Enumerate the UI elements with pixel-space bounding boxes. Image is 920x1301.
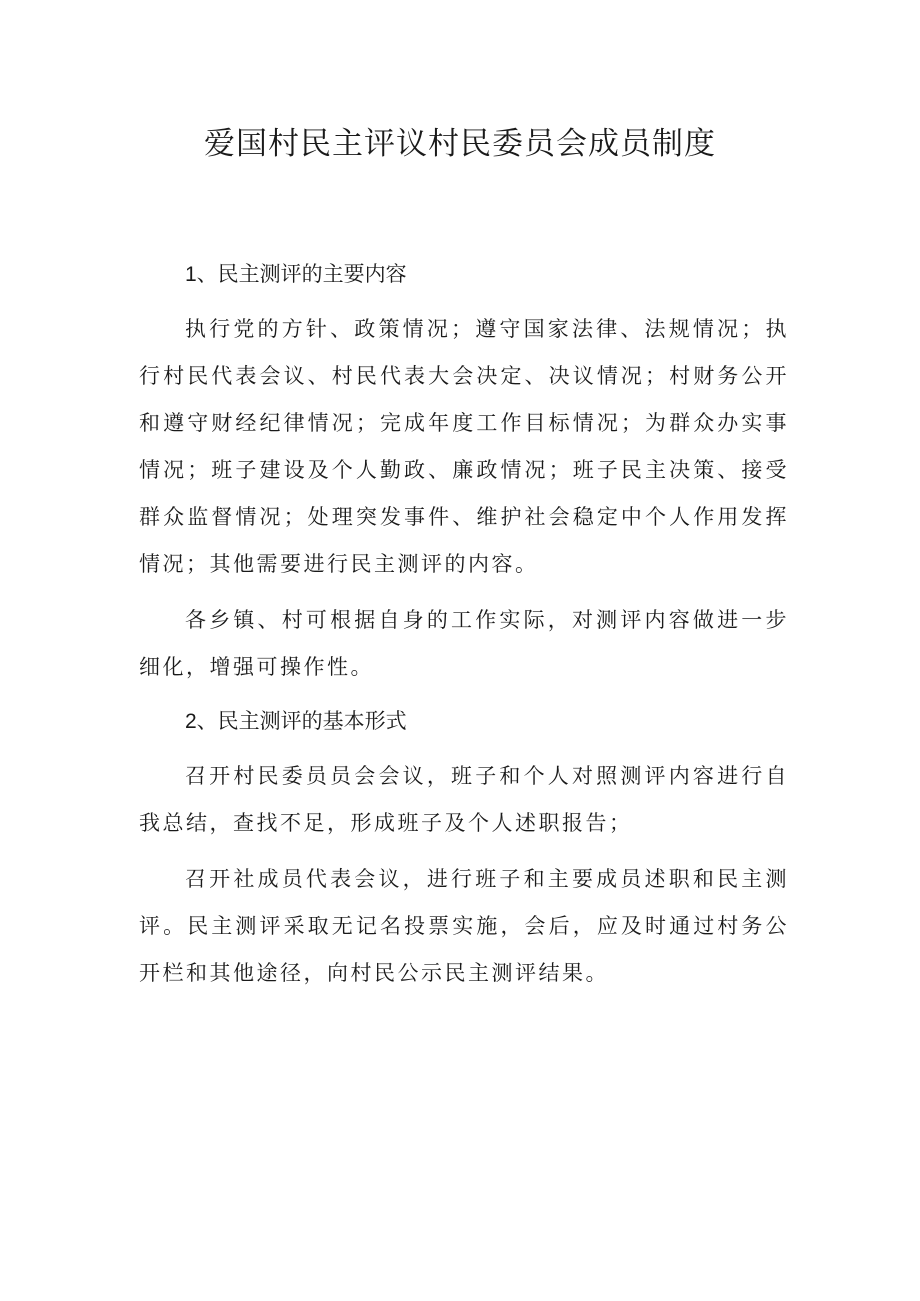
paragraph: 执行党的方针、政策情况；遵守国家法律、法规情况；执行村民代表会议、村民代表大会决定、决议情况；村财务公开和遵守财经纪律情况；完成年度工作目标情况；为群众办实事情况；班子建设及个人勤政、廉政情况；班子民主决策、接受群众监督情况；处理突发事件、维护社会稳定中个人作用发挥情况；其他需要进行民主测评的内容。 [139, 317, 789, 576]
paragraph: 各乡镇、村可根据自身的工作实际，对测评内容做进一步细化，增强可操作性。 [139, 608, 789, 679]
document-title: 爱国村民主评议村民委员会成员制度 [204, 126, 716, 162]
paragraph: 召开社成员代表会议，进行班子和主要成员述职和民主测评。民主测评采取无记名投票实施，会后，应及时通过村务公开栏和其他途径，向村民公示民主测评结果。 [139, 867, 789, 985]
section-heading-1: 1、民主测评的主要内容 [185, 263, 407, 286]
section-heading-2: 2、民主测评的基本形式 [185, 710, 407, 733]
document-body [139, 253, 789, 997]
paragraph: 召开村民委员员会会议，班子和个人对照测评内容进行自我总结，查找不足，形成班子及个人述职报告； [139, 764, 789, 835]
